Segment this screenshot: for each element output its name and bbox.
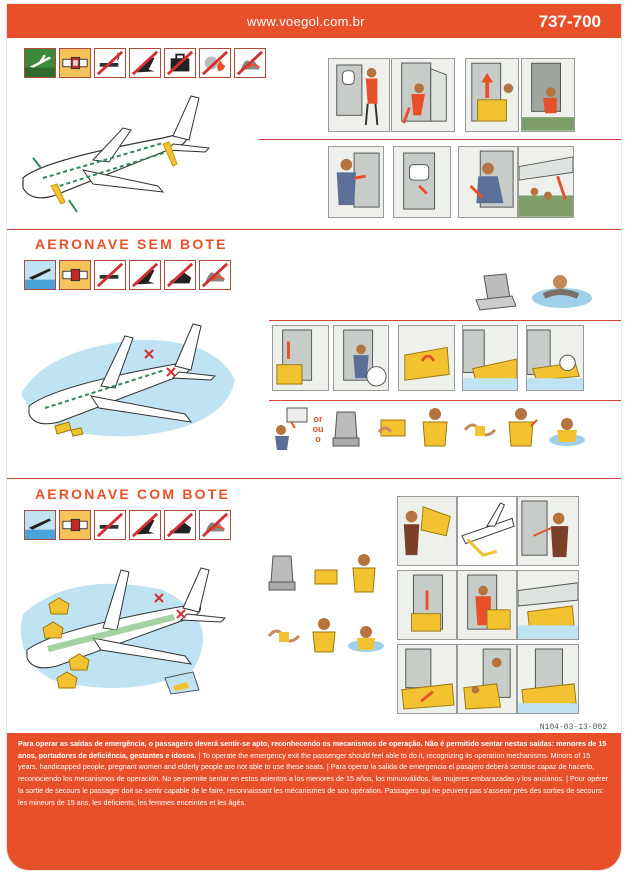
website-url[interactable]: www.voegol.com.br <box>247 14 365 29</box>
ditching-step-panel <box>526 325 584 391</box>
footer-text-en: To operate the emergency exit the passenger should feel able to do it, recognizing its operation mechanisms. Minors of 15 years, handicapped people, pregnant women and elderly people are not able to use these seats. <box>18 750 591 772</box>
tie-vest-illustration <box>265 622 305 650</box>
raft-step-panel <box>397 644 457 714</box>
section-divider <box>7 229 621 230</box>
section-title-with-raft: AERONAVE COM BOTE <box>35 486 231 502</box>
don-vest-illustration <box>347 552 381 598</box>
ditching-plane-illustration <box>15 310 239 444</box>
seat-vest-illustration <box>263 552 303 598</box>
ditching-step-panel <box>272 325 329 391</box>
raft-step-panel <box>457 570 517 640</box>
raft-step-panel <box>397 496 457 566</box>
no-shoes-icon <box>164 510 196 540</box>
inflate-vest-illustration <box>307 616 341 656</box>
no-baggage-icon <box>164 48 196 78</box>
don-vest-illustration <box>417 406 453 452</box>
no-high-heels-icon <box>129 510 161 540</box>
no-high-heels-icon <box>129 48 161 78</box>
seat-vest-illustration <box>327 408 365 452</box>
exit-layout-plane <box>13 88 213 218</box>
divider <box>269 320 621 321</box>
or-label: or ou o <box>312 414 324 444</box>
footer-text-fr: Pour opérer la sortie de secours le passager doit se sentir capable de le faire, reconnaissant les mécanismes de son opération. Passagers qui ne peuvent pas s'asseoir près des sorties de secours: les mineurs de 15 ans, les déficients, les femmes enceintes et les âgés. <box>18 774 608 807</box>
exit-step-panel <box>393 146 451 218</box>
no-shoes-icon <box>164 260 196 290</box>
header-bar <box>7 4 621 38</box>
seatbelt-icon <box>59 48 91 78</box>
exit-step-panel <box>391 58 455 132</box>
footer-separator: | <box>566 774 571 784</box>
footer-notice <box>7 733 621 870</box>
inflate-vest-illustration <box>503 406 539 452</box>
seatbelt-icon <box>59 260 91 290</box>
footer-separator: | <box>198 750 203 760</box>
aircraft-model: 737-700 <box>538 12 601 31</box>
exit-step-panel <box>328 146 384 218</box>
divider <box>269 400 621 401</box>
raft-step-panel <box>517 644 579 714</box>
no-smoking-icon <box>94 510 126 540</box>
section-title-without-raft: AERONAVE SEM BOTE <box>35 236 228 252</box>
no-fire-smoke-icon <box>199 510 231 540</box>
open-vest-pouch-illustration <box>375 410 411 450</box>
section-divider <box>7 478 621 479</box>
no-smoking-icon <box>94 48 126 78</box>
exit-step-panel <box>465 58 519 132</box>
footer-text-es: Para operar la salida de emergencia el pasajero deberá sentirse capaz de hacerlo, reconociendo los mecanismos de operación. No se permite sentar en estos asientos a los menores de 15 años, los minusválidos, las mujeres embarazadas y los ancianos. <box>18 762 595 784</box>
open-vest-pouch-illustration <box>309 562 343 594</box>
exit-step-panel <box>518 146 574 218</box>
no-fire-smoke-icon <box>199 260 231 290</box>
takeoff-icon <box>24 48 56 78</box>
exit-step-panel <box>458 146 518 218</box>
float-vest-illustration <box>347 622 385 654</box>
raft-plane-illustration <box>13 550 243 720</box>
life-vest-location-illustration <box>267 406 311 450</box>
footer-separator: | <box>326 762 331 772</box>
ditching-step-panel <box>333 325 389 391</box>
document-number: N104-03-13-002 <box>539 723 607 732</box>
icon-row-middle <box>24 260 231 290</box>
icon-row-top <box>24 48 266 78</box>
ditching-icon <box>24 260 56 290</box>
raft-step-panel <box>457 644 517 714</box>
raft-step-panel <box>457 496 517 566</box>
seatbelt-icon <box>59 510 91 540</box>
exit-step-panel <box>328 58 390 132</box>
no-smoking-icon <box>94 260 126 290</box>
tie-vest-illustration <box>461 416 499 446</box>
no-fire-smoke-icon <box>199 48 231 78</box>
no-fire-smoke-icon <box>234 48 266 78</box>
raft-step-panel <box>517 496 579 566</box>
no-high-heels-icon <box>129 260 161 290</box>
float-vest-illustration <box>547 414 587 448</box>
raft-step-panel <box>397 570 457 640</box>
raft-step-panel <box>517 570 579 640</box>
swimmer-with-cushion-illustration <box>530 266 594 312</box>
ditching-step-panel <box>462 325 518 391</box>
safety-card <box>7 4 621 870</box>
seat-cushion-illustration <box>470 270 522 316</box>
footer-text-pt: Para operar as saídas de emergência, o passageiro deverá sentir-se apto, reconhecendo os mecanismos de operação. Não é permitido sentar nestas saídas: menores de 15 anos, portadores de deficiência, gestantes e idosos. <box>18 739 607 760</box>
icon-row-bottom <box>24 510 231 540</box>
exit-step-panel <box>521 58 575 132</box>
divider <box>259 139 621 140</box>
ditching-icon <box>24 510 56 540</box>
ditching-step-panel <box>398 325 455 391</box>
